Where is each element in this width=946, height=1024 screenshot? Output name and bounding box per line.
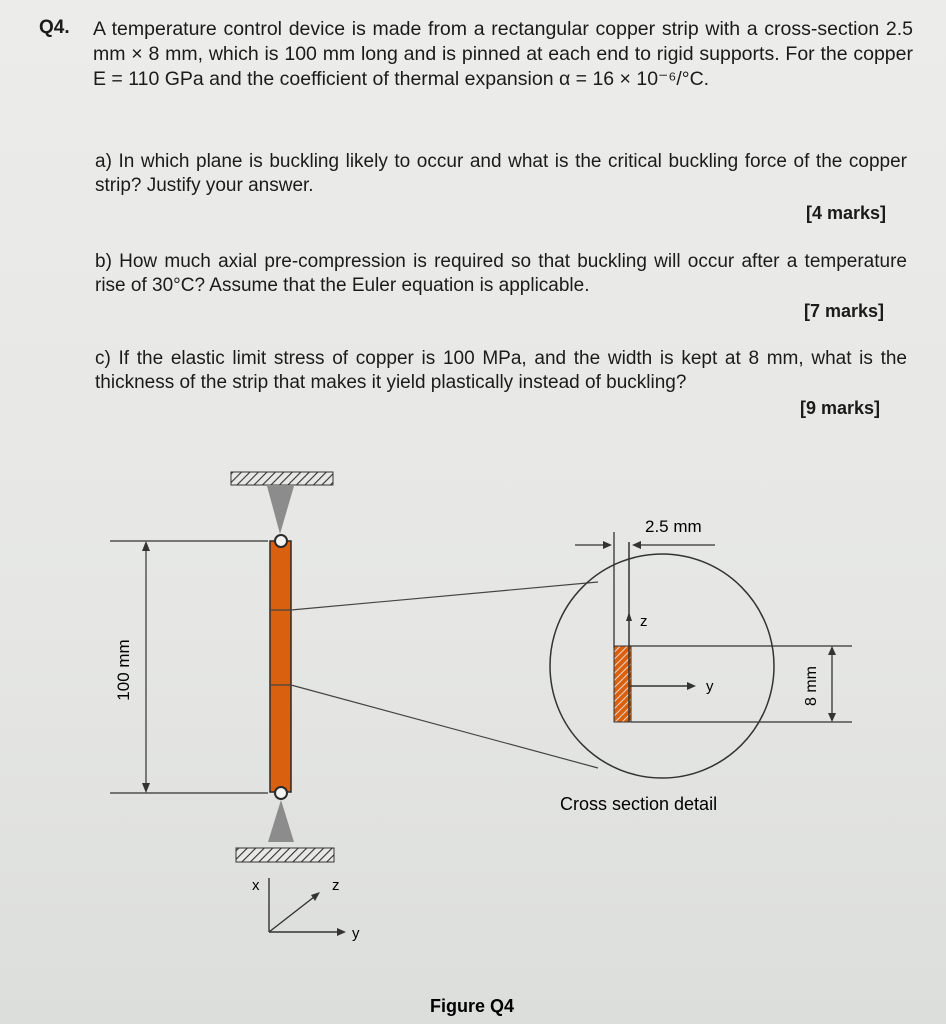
top-pin: [275, 535, 287, 547]
figure-caption: Figure Q4: [430, 996, 515, 1016]
part-c-text: c) If the elastic limit stress of copper is 100 MPa, and the width is kept at 8 mm, what is the thickness of the strip that makes it yield plastically instead of buckling?: [95, 348, 907, 393]
question-text: A temperature control device is made from a rectangular copper strip with a cross-section 2.5 mm × 8 mm, which is 100 mm long and is pinned at each end to rigid supports. For the copper E = 110 GPa and the coefficient of thermal expansion α = 16 × 10⁻⁶/°C.: [93, 18, 913, 90]
part-a-marks: [4 marks]: [806, 203, 887, 223]
bottom-pin: [275, 787, 287, 799]
copper-strip: [270, 541, 291, 792]
global-z-label: z: [332, 877, 340, 894]
length-label: 100 mm: [114, 639, 133, 701]
thickness-label: 2.5 mm: [645, 517, 702, 536]
question-number: Q4.: [39, 17, 70, 38]
bottom-support: [236, 800, 334, 862]
detail-z-label: z: [640, 613, 648, 630]
detail-y-label: y: [706, 678, 714, 695]
length-dimension: [110, 541, 268, 793]
cross-section-detail-circle: [550, 554, 774, 778]
part-a-text: a) In which plane is buckling likely to occur and what is the critical buckling force of the copper strip? Justify your answer.: [95, 151, 907, 196]
part-c-marks: [9 marks]: [800, 398, 881, 418]
part-b-marks: [7 marks]: [804, 301, 885, 321]
cross-section-caption: Cross section detail: [560, 794, 718, 814]
zoom-lines: [270, 582, 598, 768]
thickness-dimension: [575, 532, 715, 648]
global-y-label: y: [352, 925, 360, 942]
figure-q4: [0, 440, 946, 1024]
width-label: 8 mm: [803, 666, 820, 706]
top-support: [231, 472, 333, 534]
detail-y-axis: [629, 682, 696, 690]
global-x-label: x: [252, 877, 260, 894]
part-b-text: b) How much axial pre-compression is required so that buckling will occur after a temperature rise of 30°C? Assume that the Euler equation is applicable.: [95, 251, 907, 296]
